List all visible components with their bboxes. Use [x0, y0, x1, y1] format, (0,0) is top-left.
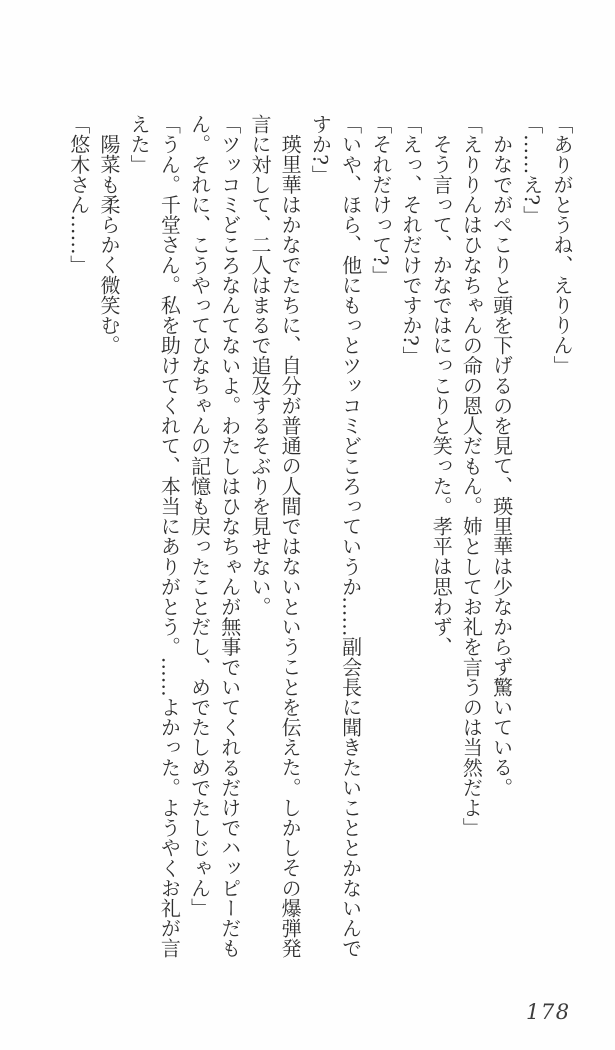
text-line: 「悠木さん……」 [66, 114, 91, 275]
text-line: えた」 [127, 114, 152, 175]
text-line: ん。それに、こうやってひなちゃんの記憶も戻ったことだし、めでたしめでたしじゃん」 [187, 114, 212, 918]
text-line: 「ありがとうね、えりりん」 [550, 114, 574, 376]
text-line: 「ツッコミどころなんてないよ。わたしはひなちゃんが無事でいてくれるだけでハッピーだも [217, 114, 242, 959]
text-line: すか?」 [308, 114, 333, 186]
text-line: 「えっ、それだけですか?」 [398, 114, 423, 367]
text-line: 「……え?」 [519, 114, 544, 226]
text-line: かなでがぺこりと頭を下げるのを見て、瑛里華は少なからず驚いている。 [489, 134, 514, 798]
text-line: 「えりりんはひなちゃんの命の恩人だもん。姉としてお礼を言うのは当然だよ」 [459, 114, 484, 838]
text-line: そう言って、かなではにっこりと笑った。孝平は思わず、 [429, 134, 454, 657]
text-line: 「それだけって?」 [368, 114, 393, 286]
text-line: 「いや、ほら、他にもっとツッコミどころっていうか……副会長に聞きたいこととかないんで [338, 114, 363, 959]
page-number: 178 [526, 1000, 571, 1024]
text-line: 陽菜も柔らかく微笑む。 [96, 134, 121, 356]
text-line: 瑛里華はかなでたちに、自分が普通の人間ではないということを伝えた。しかしその爆弾発 [278, 134, 303, 959]
text-line: 言に対して、二人はまるで追及するそぶりを見せない。 [247, 114, 272, 617]
novel-text-block [64, 114, 577, 962]
text-line: 「うん。千堂さん。私を助けてくれて、本当にありがとう。……よかった。ようやくお礼が言 [157, 114, 182, 959]
